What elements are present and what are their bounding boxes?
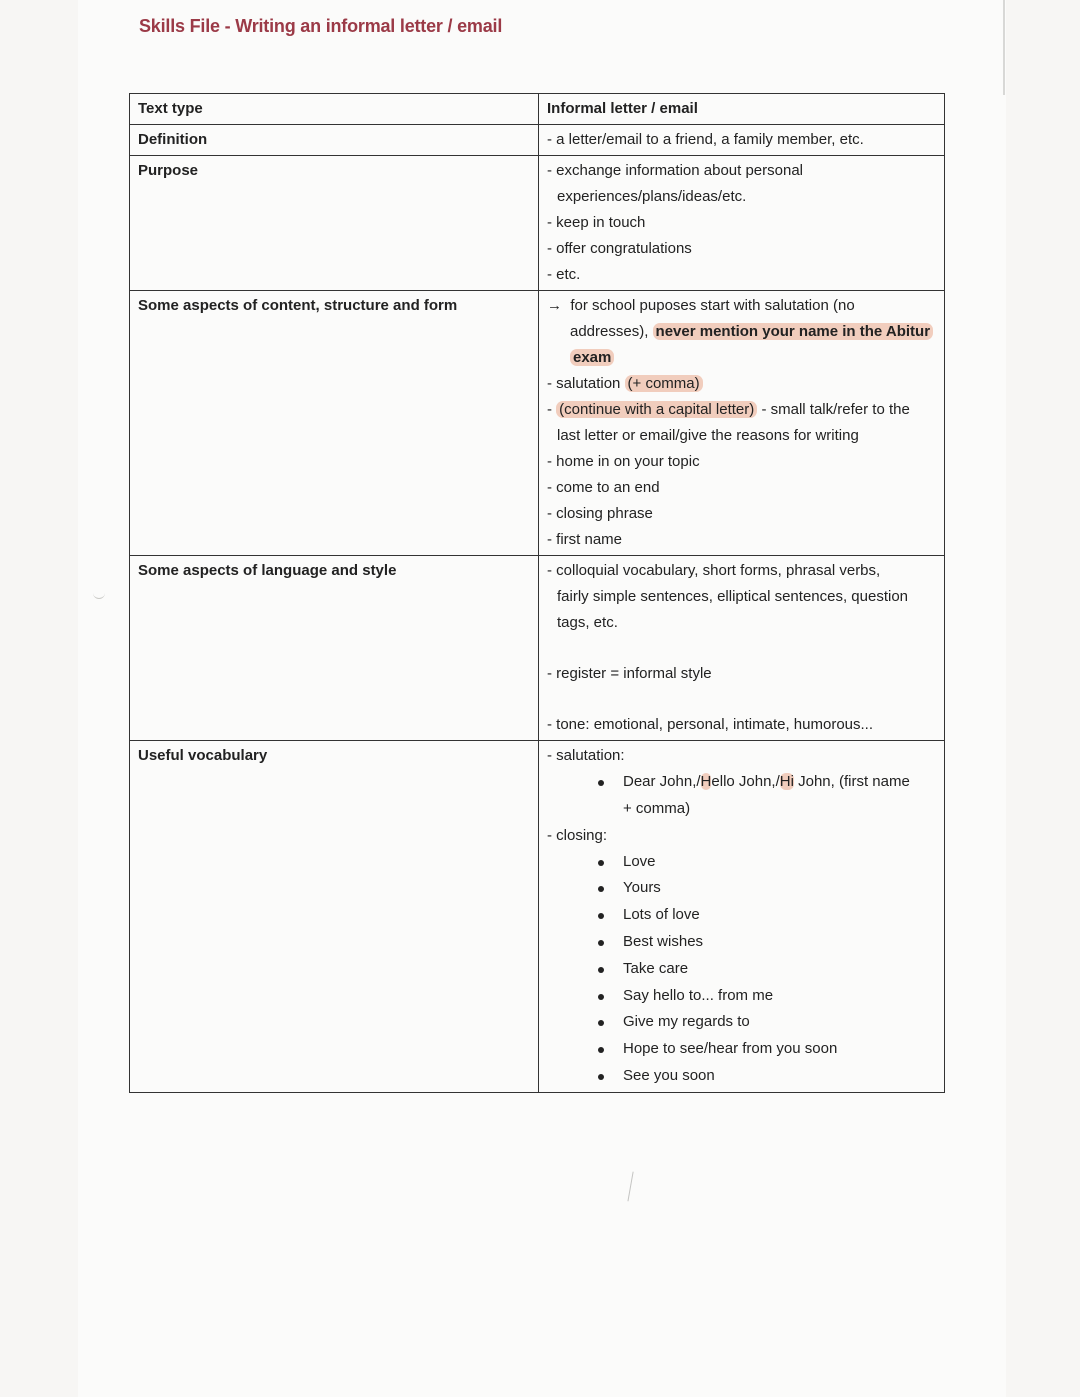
content-line (547, 397, 937, 423)
skills-table (129, 93, 945, 1093)
purpose-line: - keep in touch (547, 214, 646, 231)
label-language: Some aspects of language and style (130, 556, 539, 741)
arrow-icon: → (547, 297, 562, 314)
language-line: fairly simple sentences, elliptical sentences, question (557, 588, 909, 605)
page-title: Skills File - Writing an informal letter / email (139, 16, 503, 36)
list-item: Hope to see/hear from you soon (595, 1036, 937, 1063)
vocab-heading: - closing: (547, 826, 608, 844)
value-content (539, 291, 945, 556)
content-line (547, 293, 937, 319)
highlight-text: H (700, 773, 712, 790)
highlight-text: never mention your name in the Abitur (653, 323, 933, 340)
content-line: - home in on your topic (547, 453, 700, 470)
value-vocabulary (539, 741, 945, 1093)
content-line: last letter or email/give the reasons for writing (557, 427, 859, 444)
content-text: addresses), (570, 323, 653, 340)
purpose-line: - offer congratulations (547, 240, 692, 257)
content-line (547, 345, 937, 371)
closing-list (547, 849, 937, 1090)
content-text: - salutation (547, 375, 625, 392)
content-line: - first name (547, 531, 623, 548)
table-row-purpose (130, 156, 945, 291)
language-line: - register = informal style (547, 665, 712, 682)
highlight-text: exam (570, 349, 614, 366)
content-text: - (547, 401, 557, 418)
list-item: Love (595, 849, 937, 876)
content-text: for school puposes start with salutation (no (570, 297, 855, 314)
language-line: - colloquial vocabulary, short forms, phrasal verbs, (547, 562, 881, 579)
list-item: Lots of love (595, 902, 937, 929)
list-item: Give my regards to (595, 1009, 937, 1036)
salutation-list (547, 769, 937, 823)
value-purpose (539, 156, 945, 291)
purpose-line: - exchange information about personal (547, 162, 803, 179)
content-line (547, 371, 937, 397)
label-definition: Definition (130, 125, 539, 156)
purpose-line: experiences/plans/ideas/etc. (557, 188, 747, 205)
content-line: - come to an end (547, 479, 660, 496)
value-language (539, 556, 945, 741)
list-item: Yours (595, 875, 937, 902)
label-vocabulary: Useful vocabulary (130, 741, 539, 1093)
purpose-line: - etc. (547, 266, 581, 283)
list-item: Dear John,/Hello John,/Hi John, (first name + comma) (595, 769, 937, 823)
table-row-definition (130, 125, 945, 156)
content-text: - small talk/refer to the (757, 401, 910, 418)
table-row-vocabulary (130, 741, 945, 1093)
table-row-text-type (130, 94, 945, 125)
label-text-type: Text type (130, 94, 539, 125)
highlight-text: Hi (779, 773, 794, 790)
table-row-content (130, 291, 945, 556)
list-item: See you soon (595, 1063, 937, 1090)
list-item: Best wishes (595, 929, 937, 956)
page-edge (1003, 0, 1005, 95)
value-definition: - a letter/email to a friend, a family member, etc. (539, 125, 945, 156)
vocab-heading: - salutation: (547, 747, 625, 764)
language-line: tags, etc. (557, 614, 618, 631)
table-row-language (130, 556, 945, 741)
list-item: Say hello to... from me (595, 983, 937, 1010)
list-item: Take care (595, 956, 937, 983)
label-content: Some aspects of content, structure and form (130, 291, 539, 556)
highlight-text: (continue with a capital letter) (556, 401, 757, 418)
label-purpose: Purpose (130, 156, 539, 291)
content-line: - closing phrase (547, 505, 653, 522)
content-line (547, 319, 937, 345)
highlight-text: (+ comma) (625, 375, 703, 392)
language-line: - tone: emotional, personal, intimate, humorous... (547, 716, 874, 733)
value-text-type: Informal letter / email (539, 94, 945, 125)
